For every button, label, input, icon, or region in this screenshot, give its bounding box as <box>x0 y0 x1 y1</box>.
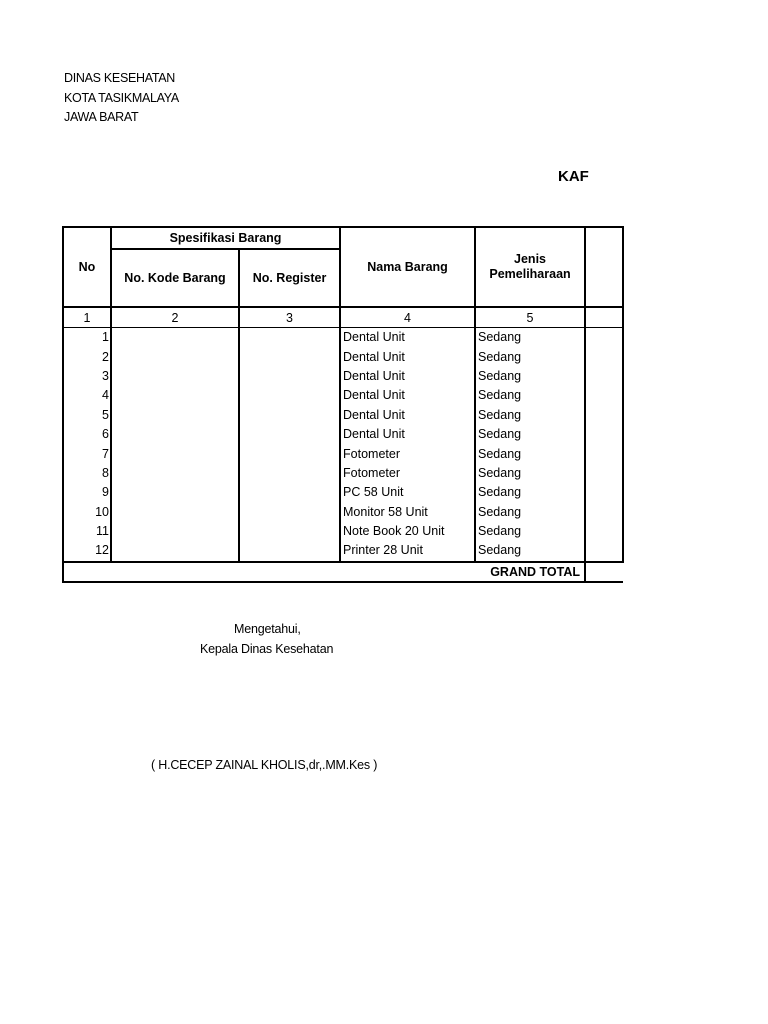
row-nama-barang: Dental Unit <box>340 425 475 444</box>
row-kode-barang <box>111 367 239 386</box>
row-next-column <box>585 522 623 541</box>
header-kode-barang: No. Kode Barang <box>111 249 239 307</box>
table-row <box>63 503 623 522</box>
header-nama-barang: Nama Barang <box>340 227 475 307</box>
row-next-column <box>585 483 623 502</box>
row-jenis-pemeliharaan: Sedang <box>475 464 585 483</box>
table-row <box>63 444 623 463</box>
row-register <box>239 386 340 405</box>
row-kode-barang <box>111 541 239 561</box>
row-jenis-pemeliharaan: Sedang <box>475 406 585 425</box>
header-line-1: DINAS KESEHATAN <box>64 71 176 85</box>
row-next-column <box>585 367 623 386</box>
row-register <box>239 522 340 541</box>
column-number: 5 <box>475 307 585 328</box>
row-number: 8 <box>63 464 111 483</box>
row-kode-barang <box>111 425 239 444</box>
column-number: 2 <box>111 307 239 328</box>
row-nama-barang: Printer 28 Unit <box>340 541 475 561</box>
row-register <box>239 483 340 502</box>
row-number: 4 <box>63 386 111 405</box>
grand-total-value <box>585 562 623 582</box>
row-kode-barang <box>111 444 239 463</box>
row-kode-barang <box>111 406 239 425</box>
table-row <box>63 328 623 348</box>
row-kode-barang <box>111 464 239 483</box>
row-register <box>239 367 340 386</box>
row-number: 1 <box>63 328 111 348</box>
row-next-column <box>585 386 623 405</box>
row-jenis-pemeliharaan: Sedang <box>475 522 585 541</box>
row-number: 10 <box>63 503 111 522</box>
row-register <box>239 406 340 425</box>
row-jenis-pemeliharaan: Sedang <box>475 444 585 463</box>
row-jenis-pemeliharaan: Sedang <box>475 425 585 444</box>
column-number: 3 <box>239 307 340 328</box>
row-nama-barang: Fotometer <box>340 444 475 463</box>
row-next-column <box>585 444 623 463</box>
row-next-column <box>585 406 623 425</box>
column-number-row <box>63 307 623 328</box>
row-number: 7 <box>63 444 111 463</box>
header-jenis-pemeliharaan: Jenis Pemeliharaan <box>475 227 585 307</box>
header-no: No <box>63 227 111 307</box>
row-register <box>239 503 340 522</box>
table-row <box>63 483 623 502</box>
row-next-column <box>585 328 623 348</box>
row-nama-barang: Dental Unit <box>340 347 475 366</box>
row-nama-barang: Note Book 20 Unit <box>340 522 475 541</box>
row-register <box>239 464 340 483</box>
row-kode-barang <box>111 483 239 502</box>
row-nama-barang: Dental Unit <box>340 406 475 425</box>
row-kode-barang <box>111 522 239 541</box>
row-number: 9 <box>63 483 111 502</box>
row-kode-barang <box>111 386 239 405</box>
row-jenis-pemeliharaan: Sedang <box>475 483 585 502</box>
table-row <box>63 464 623 483</box>
row-number: 3 <box>63 367 111 386</box>
row-next-column <box>585 541 623 561</box>
header-spesifikasi: Spesifikasi Barang <box>111 227 340 249</box>
row-next-column <box>585 425 623 444</box>
table-row <box>63 522 623 541</box>
row-number: 6 <box>63 425 111 444</box>
inventory-table <box>62 226 624 583</box>
row-next-column <box>585 503 623 522</box>
row-register <box>239 328 340 348</box>
row-nama-barang: Dental Unit <box>340 328 475 348</box>
row-kode-barang <box>111 347 239 366</box>
grand-total-label: GRAND TOTAL <box>63 562 585 582</box>
column-number <box>585 307 623 328</box>
row-number: 5 <box>63 406 111 425</box>
row-jenis-pemeliharaan: Sedang <box>475 328 585 348</box>
row-nama-barang: Fotometer <box>340 464 475 483</box>
row-register <box>239 347 340 366</box>
table-row <box>63 425 623 444</box>
signature-mengetahui: Mengetahui, <box>234 622 301 636</box>
header-line-3: JAWA BARAT <box>64 110 139 124</box>
row-number: 2 <box>63 347 111 366</box>
row-jenis-pemeliharaan: Sedang <box>475 541 585 561</box>
table-row <box>63 406 623 425</box>
table-row <box>63 347 623 366</box>
grand-total-row <box>63 562 623 582</box>
row-next-column <box>585 347 623 366</box>
row-nama-barang: Dental Unit <box>340 386 475 405</box>
row-nama-barang: Monitor 58 Unit <box>340 503 475 522</box>
row-jenis-pemeliharaan: Sedang <box>475 386 585 405</box>
table-row <box>63 386 623 405</box>
row-jenis-pemeliharaan: Sedang <box>475 347 585 366</box>
row-register <box>239 444 340 463</box>
row-kode-barang <box>111 503 239 522</box>
table-row <box>63 541 623 561</box>
signature-jabatan: Kepala Dinas Kesehatan <box>200 642 334 656</box>
row-nama-barang: Dental Unit <box>340 367 475 386</box>
row-number: 12 <box>63 541 111 561</box>
header-next-column <box>585 227 623 307</box>
row-nama-barang: PC 58 Unit <box>340 483 475 502</box>
row-number: 11 <box>63 522 111 541</box>
inventory-table-area <box>62 226 584 586</box>
header-line-2: KOTA TASIKMALAYA <box>64 91 179 105</box>
document-title: KAF <box>558 168 589 185</box>
row-jenis-pemeliharaan: Sedang <box>475 367 585 386</box>
row-next-column <box>585 464 623 483</box>
signature-nama: ( H.CECEP ZAINAL KHOLIS,dr,.MM.Kes ) <box>151 758 378 772</box>
column-number: 4 <box>340 307 475 328</box>
row-kode-barang <box>111 328 239 348</box>
row-register <box>239 541 340 561</box>
table-row <box>63 367 623 386</box>
row-register <box>239 425 340 444</box>
row-jenis-pemeliharaan: Sedang <box>475 503 585 522</box>
header-register: No. Register <box>239 249 340 307</box>
column-number: 1 <box>63 307 111 328</box>
